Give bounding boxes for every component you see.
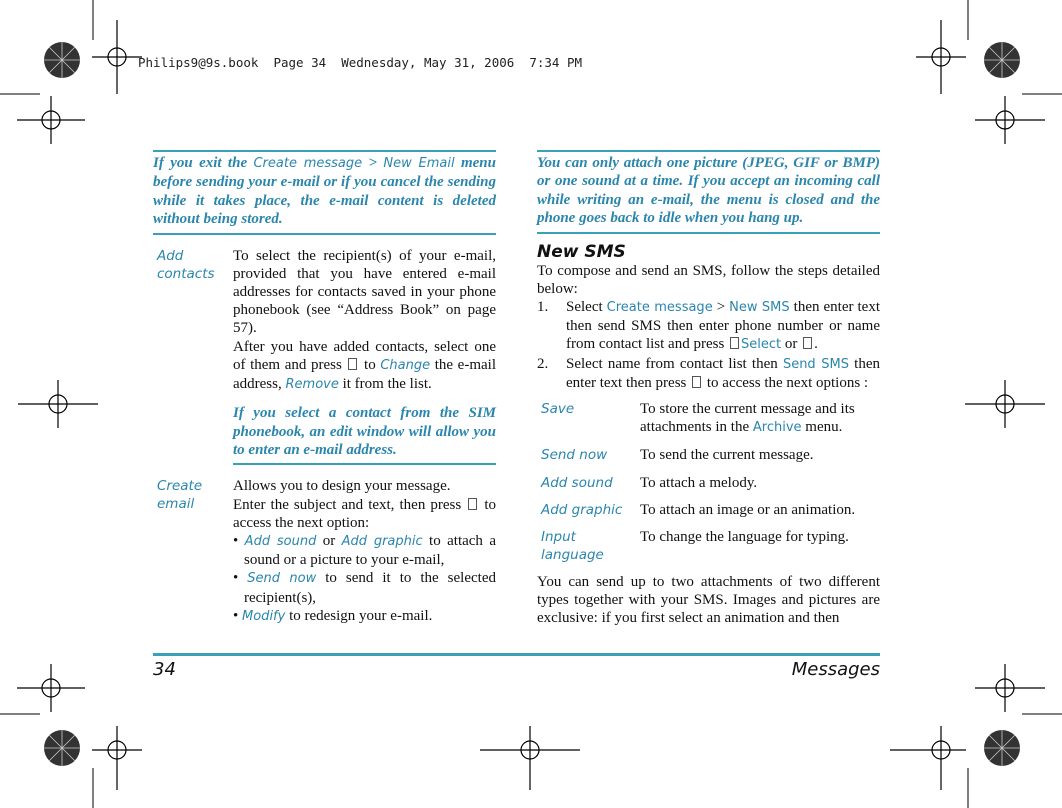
footer-rule bbox=[153, 653, 880, 656]
list-item: • Modify to redesign your e-mail. bbox=[233, 607, 433, 624]
option-row: Add graphic To attach an image or an animation. bbox=[541, 501, 856, 518]
menu-key-icon bbox=[692, 376, 701, 388]
menu-key-icon bbox=[348, 358, 357, 370]
page-number: 34 bbox=[153, 659, 176, 680]
menu-key-icon bbox=[803, 337, 812, 349]
softkey-icon bbox=[730, 337, 739, 349]
note-exit-email: If you exit the Create message > New Email menu before sending your e-mail or if you cancel the sending while it takes place, the e-mail content is deleted without being stored. bbox=[153, 150, 496, 235]
option-row: Send now To send the current message. bbox=[541, 447, 814, 464]
term-create-email: Create email bbox=[157, 478, 203, 513]
list-item: • Send now to send it to the selected recipient(s), bbox=[233, 570, 496, 606]
option-row: Input language To change the language for typing. bbox=[541, 529, 849, 564]
menu-ref: Create message bbox=[253, 156, 363, 171]
intro-paragraph: To compose and send an SMS, follow the steps detailed below: bbox=[537, 262, 880, 297]
closing-paragraph: You can send up to two attachments of two different types together with your SMS. Images and pictures are exclusive: if you first select an animation and then bbox=[537, 574, 880, 627]
step-2: 2. Select name from contact list then Send SMS then enter text then press to access the next options : bbox=[537, 355, 881, 391]
option-row: Add sound To attach a melody. bbox=[541, 474, 758, 491]
right-column bbox=[537, 150, 880, 628]
list-item: • Add sound or Add graphic to attach a sound or a picture to your e-mail, bbox=[233, 533, 496, 569]
note-sim-phonebook: If you select a contact from the SIM phonebook, an edit window will allow you to enter an e-mail address. bbox=[233, 402, 496, 465]
def-add-contacts: Add contacts To select the recipient(s) of your e-mail, provided that you have entered e-mail addresses for contacts saved in your phone phonebook (see “Address Book” on page 57). After you have added contacts, select one of them and press to Change the e-mail address, Remove it from the list. If you select a contact from the SIM phonebook, an edit window will allow you to enter an e-mail address. bbox=[153, 247, 496, 466]
step-1: 1. Select Create message > New SMS then enter text then send SMS then enter phone number or name from contact list and press Select or . bbox=[537, 299, 880, 353]
chapter-title: Messages bbox=[791, 659, 880, 680]
def-create-email: Create email Allows you to design your message. Enter the subject and text, then press to access the next option: • Add sound or Add graphic to attach a sound or a picture to your e-mail, • Send now to send it to the selected recipient(s), • Modify to redesign your e-mail. bbox=[153, 477, 496, 626]
note-attachments: You can only attach one picture (JPEG, GIF or BMP) or one sound at a time. If you accept an incoming call while writing an e-mail, the menu is closed and the phone goes back to idle when you hang up. bbox=[537, 150, 880, 234]
menu-ref: New Email bbox=[383, 156, 455, 171]
term-add-contacts: Add contacts bbox=[157, 247, 215, 282]
left-column bbox=[153, 150, 496, 626]
menu-key-icon bbox=[468, 498, 477, 510]
section-title: New SMS bbox=[537, 241, 626, 262]
print-header: Philips9@9s.book Page 34 Wednesday, May 31, 2006 7:34 PM bbox=[138, 55, 583, 70]
options-table bbox=[537, 400, 880, 564]
option-row: Save To store the current message and its attachments in the Archive menu. bbox=[541, 401, 855, 436]
